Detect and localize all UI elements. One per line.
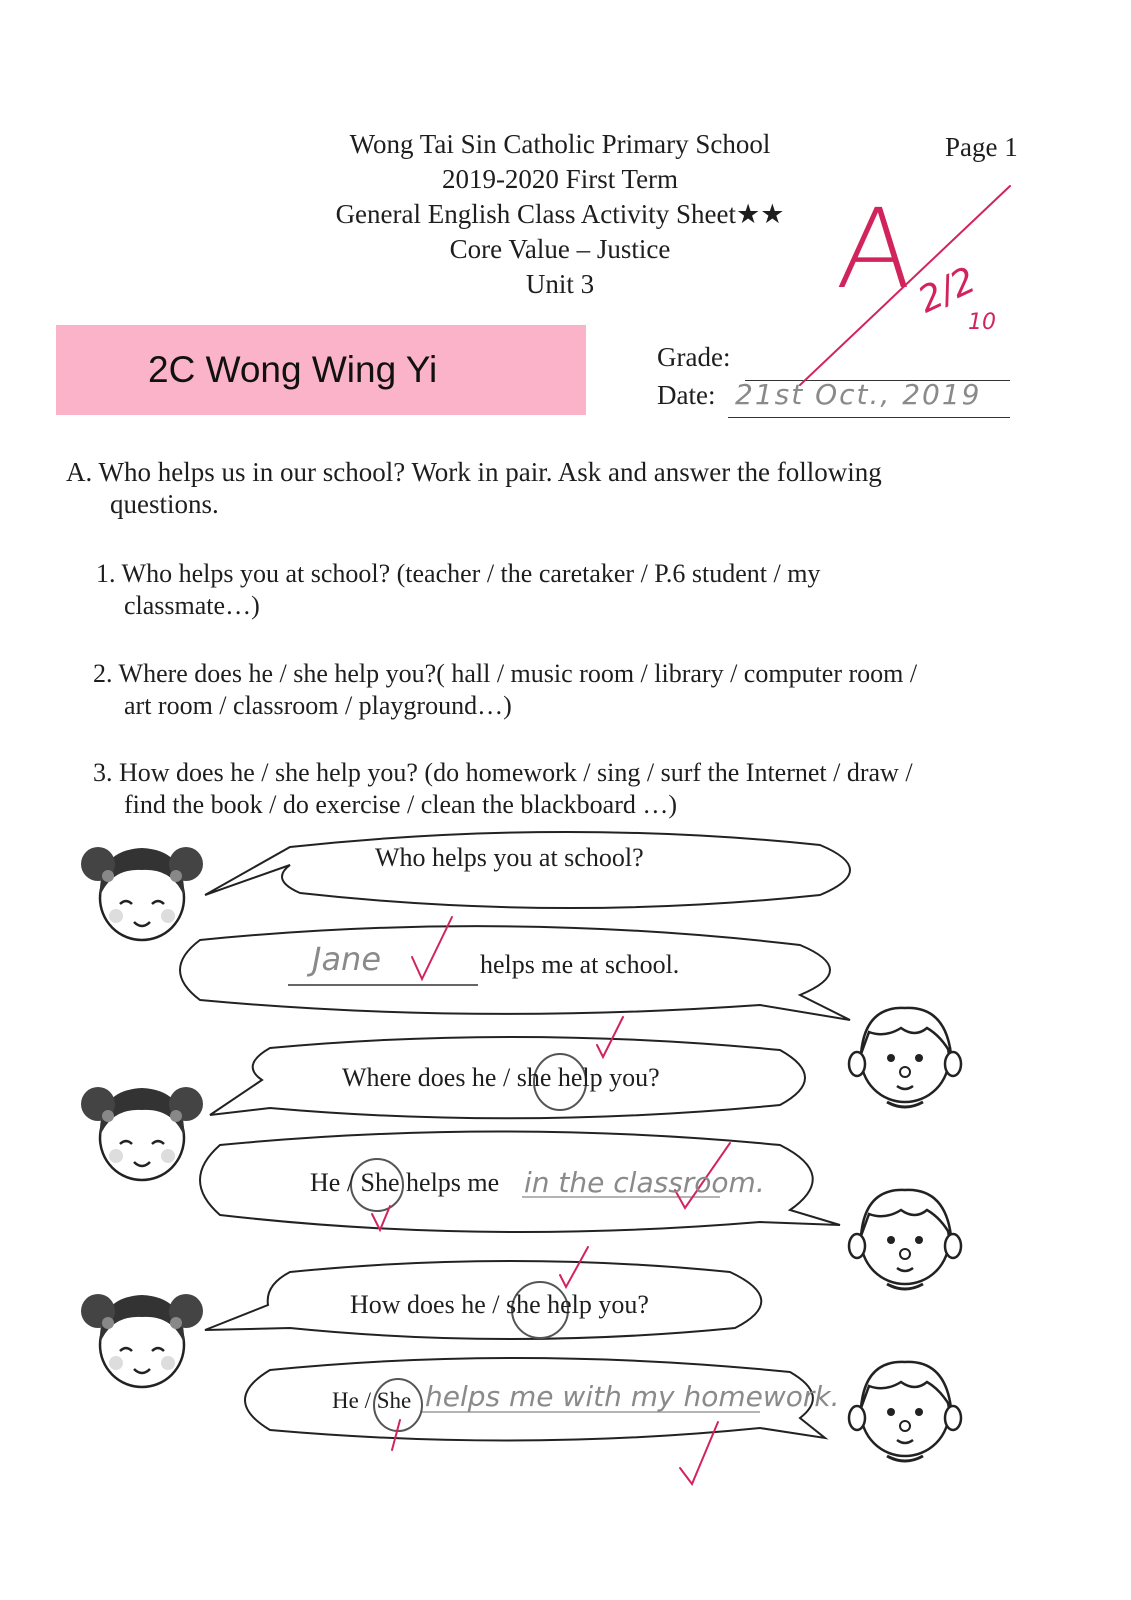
question-1: 1. Who helps you at school? (teacher / the caretaker / P.6 student / my [96, 559, 821, 588]
page-number: Page 1 [945, 132, 1018, 162]
question-3: 3. How does he / she help you? (do homework / sing / surf the Internet / draw / [93, 758, 913, 787]
boy-face-icon [849, 1362, 961, 1461]
answer-1: Jane [312, 940, 382, 978]
school-name: Wong Tai Sin Catholic Primary School [349, 129, 771, 159]
term: 2019-2020 First Term [441, 164, 679, 194]
girl-face-icon [81, 1087, 203, 1180]
core-value: Core Value – Justice [449, 234, 671, 264]
section-a-instruction-cont: questions. [110, 489, 219, 519]
bubble-q1-text: Who helps you at school? [375, 843, 644, 872]
boy-face-icon [849, 1008, 961, 1107]
student-name: 2C Wong Wing Yi [148, 349, 438, 390]
section-a-instruction: A. Who helps us in our school? Work in pair. Ask and answer the following [66, 457, 882, 487]
question-3-cont: find the book / do exercise / clean the blackboard …) [124, 790, 678, 819]
grade-label: Grade: [657, 342, 731, 372]
question-1-cont: classmate…) [124, 591, 260, 620]
bubble-a1-text: helps me at school. [480, 950, 680, 979]
bubble-a3-prefix: He / She [332, 1388, 412, 1413]
date-value: 21st Oct., 2019 [735, 378, 982, 411]
boy-face-icon [849, 1190, 961, 1289]
girl-face-icon [81, 847, 203, 940]
bubble-q3-text: How does he / she help you? [350, 1290, 649, 1319]
score: 2/2 [912, 259, 982, 322]
question-2: 2. Where does he / she help you?( hall / music room / library / computer room / [93, 659, 918, 688]
answer-3: helps me with my homework. [425, 1380, 840, 1413]
grade-letter: A [833, 185, 918, 313]
bubble-q2-text: Where does he / she help you? [342, 1063, 660, 1092]
unit: Unit 3 [525, 269, 595, 299]
bubble-a2-prefix: He / She helps me [310, 1168, 500, 1197]
sheet-title: General English Class Activity Sheet★★ [335, 199, 785, 229]
question-2-cont: art room / classroom / playground…) [124, 691, 512, 720]
date-label: Date: [657, 380, 716, 410]
girl-face-icon [81, 1294, 203, 1387]
score-out-of: 10 [968, 310, 996, 335]
answer-2: in the classroom. [524, 1166, 765, 1199]
